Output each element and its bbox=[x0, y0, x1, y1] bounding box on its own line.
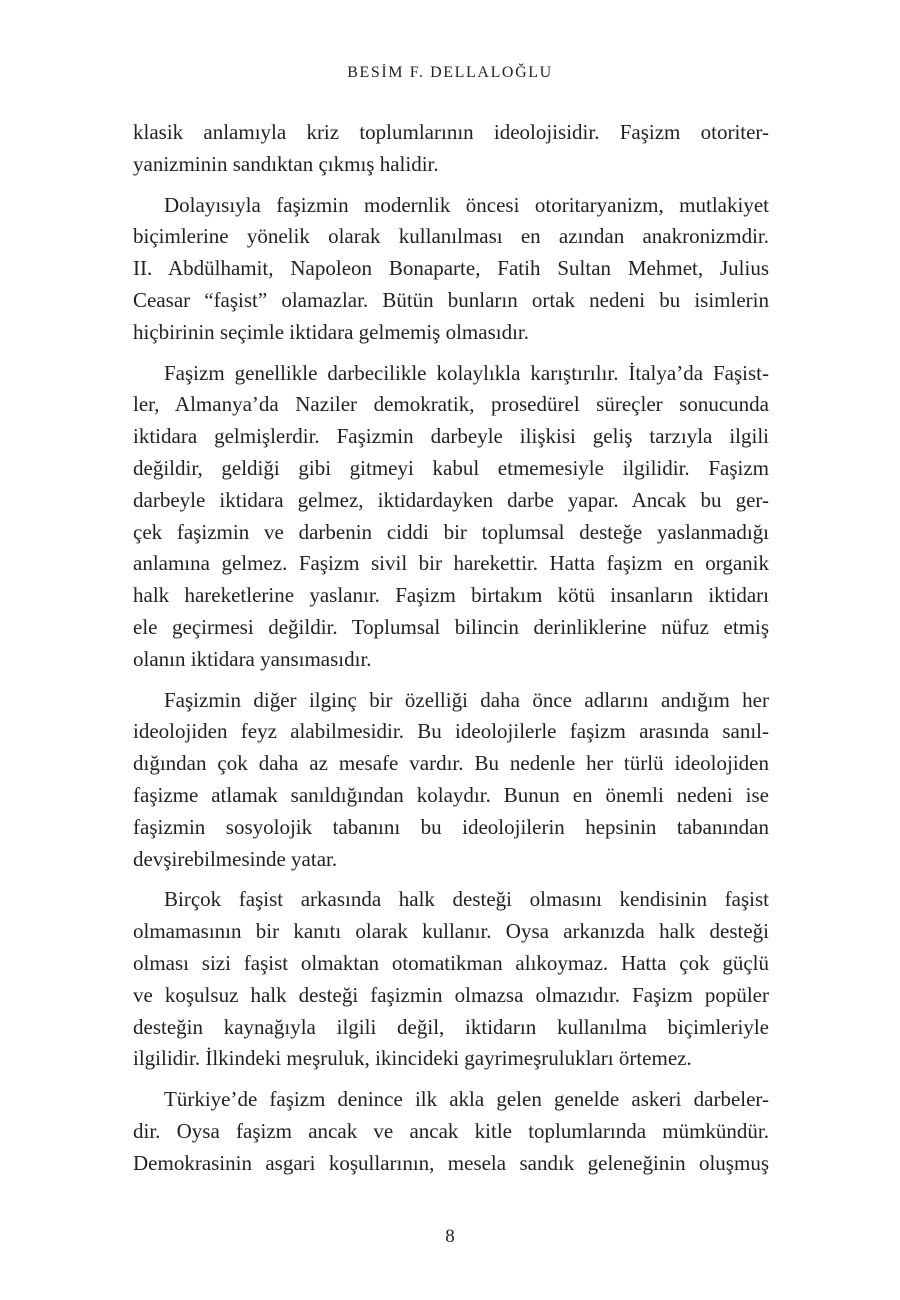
text-line: klasik anlamıyla kriz toplumlarının ideolojisidir. Faşizm otoriter- bbox=[133, 120, 769, 144]
text-line: Birçok faşist arkasında halk desteği olmasını kendisinin faşist bbox=[164, 887, 769, 912]
text-line: ele geçirmesi değildir. Toplumsal bilincin derinliklerine nüfuz etmiş bbox=[133, 614, 769, 639]
text-line: iktidara gelmişlerdir. Faşizmin darbeyle ilişkisi geliş tarzıyla ilgili bbox=[133, 424, 769, 449]
text-line: çek faşizmin ve darbenin ciddi bir toplumsal desteğe yaslanmadığı bbox=[133, 519, 769, 544]
text-line: Türkiye’de faşizm denince ilk akla gelen genelde askeri darbeler- bbox=[164, 1087, 769, 1112]
text-line: Ceasar “faşist” olamazlar. Bütün bunların ortak nedeni bu isimlerin bbox=[133, 287, 769, 312]
page-number: 8 bbox=[445, 1226, 455, 1247]
text-line: halk hareketlerine yaslanır. Faşizm birtakım kötü insanların iktidarı bbox=[133, 583, 769, 608]
text-line: olması sizi faşist olmaktan otomatikman alıkoymaz. Hatta çok güçlü bbox=[133, 950, 769, 975]
text-line: devşirebilmesinde yatar. bbox=[133, 846, 338, 871]
paragraph-6 bbox=[133, 1084, 769, 1179]
text-line: Demokrasinin asgari koşullarının, mesela sandık geleneğinin oluşmuş bbox=[133, 1150, 769, 1175]
paragraph-3 bbox=[133, 358, 769, 676]
text-line: desteğin kaynağıyla ilgili değil, iktidarın kullanılma biçimleriyle bbox=[133, 1014, 769, 1039]
body-text bbox=[133, 117, 769, 1189]
text-line: ideolojiden feyz alabilmesidir. Bu ideolojilerle faşizm arasında sanıl- bbox=[133, 719, 769, 744]
text-line: darbeyle iktidara gelmez, iktidardayken darbe yapar. Ancak bu ger- bbox=[133, 487, 769, 512]
text-line: Dolayısıyla faşizmin modernlik öncesi otoritaryanizm, mutlakiyet bbox=[164, 192, 769, 217]
text-line: ve koşulsuz halk desteği faşizmin olmazsa olmazıdır. Faşizm popüler bbox=[133, 982, 769, 1007]
text-line: ler, Almanya’da Naziler demokratik, prosedürel süreçler sonucunda bbox=[133, 392, 769, 417]
running-header: BESİM F. DELLALOĞLU bbox=[347, 64, 553, 81]
text-line: faşizme atlamak sanıldığından kolaydır. Bunun en önemli nedeni ise bbox=[133, 782, 769, 807]
text-line: ilgilidir. İlkindeki meşruluk, ikincideki gayrimeşrulukları örtemez. bbox=[133, 1046, 692, 1071]
text-line: olmamasının bir kanıtı olarak kullanır. Oysa arkanızda halk desteği bbox=[133, 919, 769, 944]
text-line: Faşizm genellikle darbecilikle kolaylıkla karıştırılır. İtalya’da Faşist- bbox=[164, 360, 769, 385]
text-line: yanizminin sandıktan çıkmış halidir. bbox=[133, 151, 439, 176]
paragraph-1 bbox=[133, 117, 769, 181]
paragraph-5 bbox=[133, 884, 769, 1075]
text-line: dığından çok daha az mesafe vardır. Bu nedenle her türlü ideolojiden bbox=[133, 751, 769, 776]
text-line: faşizmin sosyolojik tabanını bu ideolojilerin hepsinin tabanından bbox=[133, 814, 769, 839]
text-line: değildir, geldiği gibi gitmeyi kabul etmemesiyle ilgilidir. Faşizm bbox=[133, 455, 769, 480]
text-line: II. Abdülhamit, Napoleon Bonaparte, Fatih Sultan Mehmet, Julius bbox=[133, 256, 769, 281]
text-line: hiçbirinin seçimle iktidara gelmemiş olmasıdır. bbox=[133, 319, 529, 344]
text-line: Faşizmin diğer ilginç bir özelliği daha önce adlarını andığım her bbox=[164, 687, 769, 712]
text-line: biçimlerine yönelik olarak kullanılması en azından anakronizmdir. bbox=[133, 224, 769, 249]
paragraph-4 bbox=[133, 685, 769, 876]
text-line: anlamına gelmez. Faşizm sivil bir harekettir. Hatta faşizm en organik bbox=[133, 551, 769, 576]
paragraph-2 bbox=[133, 190, 769, 349]
text-line: olanın iktidara yansımasıdır. bbox=[133, 646, 372, 671]
text-line: dir. Oysa faşizm ancak ve ancak kitle toplumlarında mümkündür. bbox=[133, 1118, 769, 1143]
